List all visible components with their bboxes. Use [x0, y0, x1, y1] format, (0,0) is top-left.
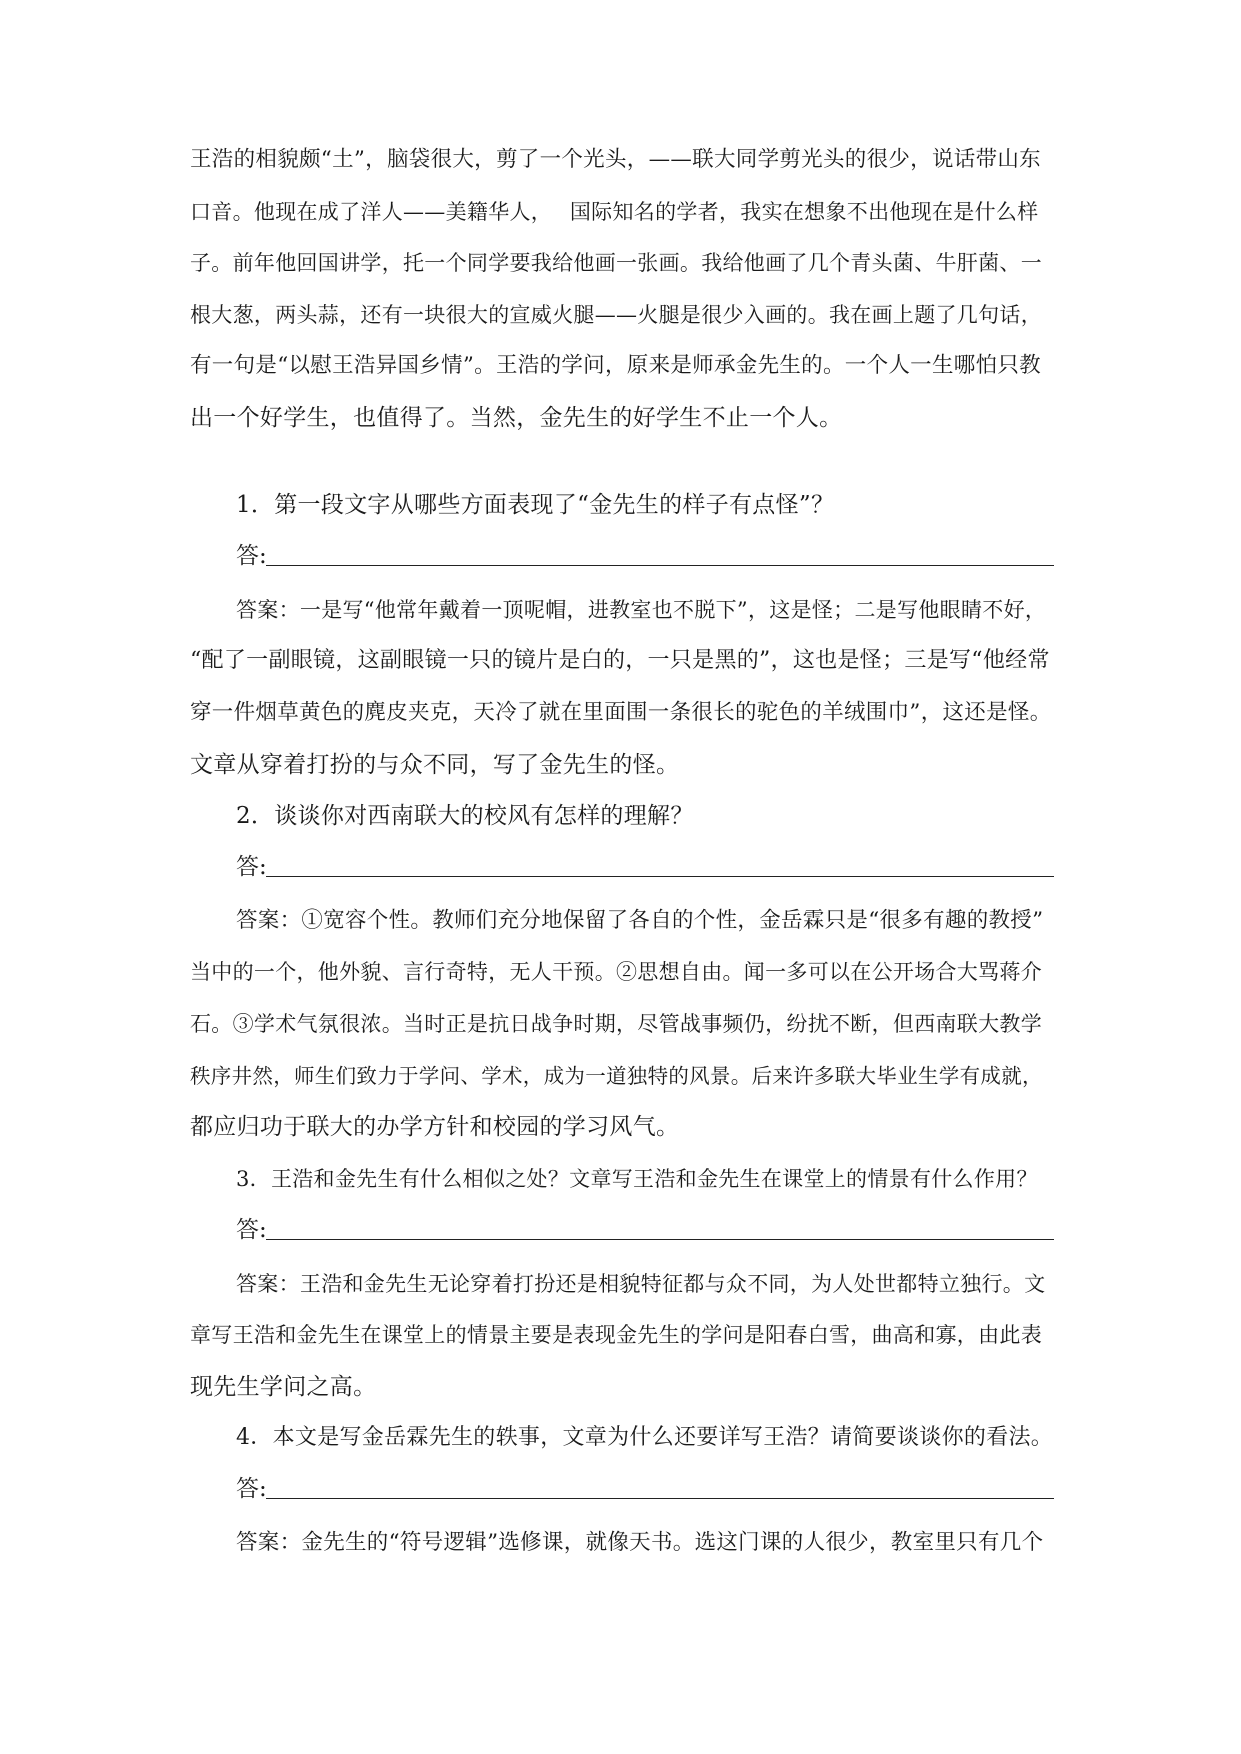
answer-blank-4[interactable] — [236, 1474, 1054, 1504]
answer-text-line: 答案：一是写“他常年戴着一顶呢帽，进教室也不脱下”，这是怪；二是写他眼睛不好， — [236, 598, 1047, 622]
question-3: 3．王浩和金先生有什么相似之处？文章写王浩和金先生在课堂上的情景有什么作用？ — [236, 1167, 1038, 1191]
answer-blank-1[interactable] — [236, 541, 1054, 571]
question-2: 2．谈谈你对西南联大的校风有怎样的理解？ — [236, 803, 694, 829]
answer-label: 答: — [236, 1476, 267, 1502]
answer-text-line: 现先生学问之高。 — [190, 1374, 377, 1400]
answer-underline — [266, 565, 1054, 566]
answer-text-line: “配了一副眼镜，这副眼镜一只的镜片是白的，一只是黑的”，这也是怪；三是写“他经常 — [190, 648, 1050, 673]
answer-text-line: 答案：金先生的“符号逻辑”选修课，就像天书。选这门课的人很少，教室里只有几个 — [236, 1530, 1044, 1555]
question-1: 1．第一段文字从哪些方面表现了“金先生的样子有点怪”？ — [236, 492, 835, 518]
answer-text-line: 答案：①宽容个性。教师们充分地保留了各自的个性，金岳霖只是“很多有趣的教授” — [236, 908, 1044, 933]
answer-text-line: 都应归功于联大的办学方针和校园的学习风气。 — [190, 1114, 680, 1140]
text-line: 根大葱，两头蒜，还有一块很大的宣威火腿——火腿是很少入画的。我在画上题了几句话， — [190, 303, 1042, 327]
answer-underline — [266, 876, 1054, 877]
answer-text-line: 章写王浩和金先生在课堂上的情景主要是表现金先生的学问是阳春白雪，曲高和寡，由此表 — [190, 1323, 1042, 1347]
answer-label: 答: — [236, 854, 267, 880]
answer-text-line: 穿一件烟草黄色的麂皮夹克，天冷了就在里面围一条很长的驼色的羊绒围巾”，这还是怪。 — [190, 700, 1052, 725]
answer-text-line: 答案：王浩和金先生无论穿着打扮还是相貌特征都与众不同，为人处世都特立独行。文 — [236, 1272, 1046, 1296]
text-line: 口音。他现在成了洋人——美籍华人， 国际知名的学者，我实在想象不出他现在是什么样 — [190, 200, 1039, 224]
question-4: 4．本文是写金岳霖先生的轶事，文章为什么还要详写王浩？请简要谈谈你的看法。 — [236, 1425, 1054, 1450]
text-line: 有一句是“以慰王浩异国乡情”。王浩的学问，原来是师承金先生的。一个人一生哪怕只教 — [190, 353, 1041, 378]
answer-underline — [266, 1498, 1054, 1499]
answer-text-line: 当中的一个，他外貌、言行奇特，无人干预。②思想自由。闻一多可以在公开场合大骂蒋介 — [190, 960, 1042, 984]
text-line: 子。前年他回国讲学，托一个同学要我给他画一张画。我给他画了几个青头菌、牛肝菌、一 — [190, 251, 1042, 275]
answer-text-line: 石。③学术气氛很浓。当时正是抗日战争时期，尽管战事频仍，纷扰不断，但西南联大教学 — [190, 1012, 1042, 1036]
answer-blank-3[interactable] — [236, 1215, 1054, 1245]
answer-label: 答: — [236, 1217, 267, 1243]
text-line: 出一个好学生，也值得了。当然，金先生的好学生不止一个人。 — [190, 405, 843, 431]
answer-blank-2[interactable] — [236, 852, 1054, 882]
text-line: 王浩的相貌颇“土”，脑袋很大，剪了一个光头，——联大同学剪光头的很少，说话带山东 — [190, 147, 1041, 172]
answer-text-line: 秩序井然，师生们致力于学问、学术，成为一道独特的风景。后来许多联大毕业生学有成就， — [190, 1064, 1043, 1088]
answer-text-line: 文章从穿着打扮的与众不同，写了金先生的怪。 — [190, 752, 680, 778]
answer-underline — [266, 1239, 1054, 1240]
answer-label: 答: — [236, 543, 267, 569]
